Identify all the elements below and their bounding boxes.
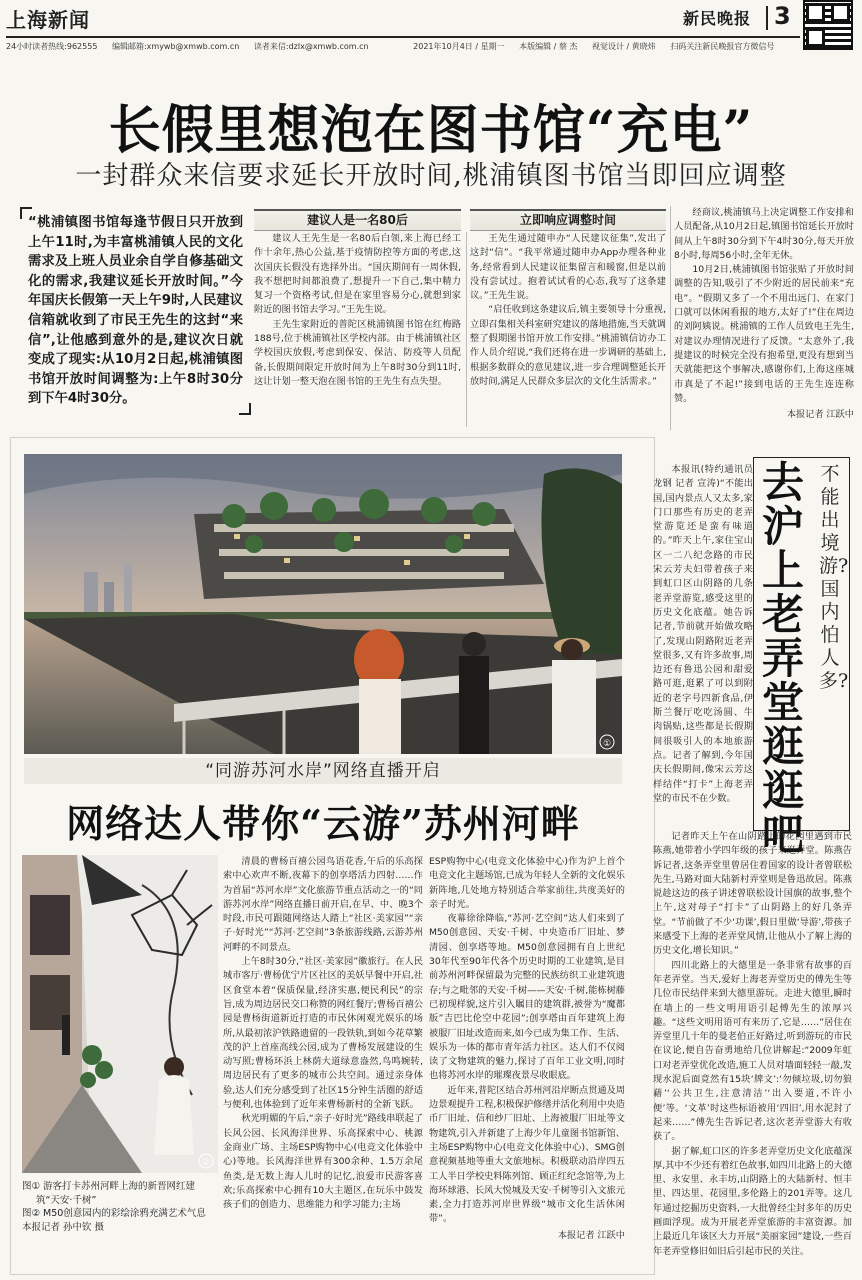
- hotline: 24小时读者热线:962555: [6, 42, 98, 51]
- column-divider: [670, 206, 671, 430]
- story1-column-a: [254, 232, 461, 389]
- page-editor: 本版编辑 / 蔡 杰: [519, 42, 578, 51]
- paragraph: 四川北路上的大德里是一条非常有故事的百年老弄堂。当天,爱好上海老弄堂历史的傅先生等几位市民结伴来到大德里游玩。走进大德里,瞬时在墙上的一些文明用语引起傅先生的浓厚兴趣。“这些文明用语可有来历了,它是……”居住在弄堂里几十年的曼老伯正好路过,听到游玩的市民在议论,便自告奋勇地给几位讲解起:“2009年虹口对老弄堂优化改造,施工人员对墙面轻轻一敲,发现水泥后面竟然有15块‘牌文’:‘勿倾垃圾,切勿狼藉’‘公共卫生,注意清洁’‘出入要道,不许小便’等。‘文革’时这些标语被用‘四旧’,用水泥封了起来……”傅先生告诉记者,这次老弄堂游大有收获了。: [653, 959, 852, 1143]
- main-photo-suzhou-creek: [24, 454, 622, 754]
- lead-corner-tl: [20, 207, 32, 219]
- story2-headline: 网络达人带你“云游”苏州河畔: [66, 801, 580, 846]
- issue-date: 2021年10月4日 / 星期一: [413, 42, 505, 51]
- paragraph: 王先生通过随申办“人民建议征集”,发出了这封“信”。“我平常通过随申办App办理各种业务,经常看到人民建议征集留言和暖窗,但是以前没有尝试过。抱着试试看的心态,我写了这条建议。”王先生说。: [470, 233, 666, 302]
- paragraph: 王先生家附近的普陀区桃浦镇图书馆在红梅路188号,位于桃浦镇社区学校内部。由于桃浦镇社区学校国庆放假,考虑到保安、保洁、防疫等人员配备,长假期间限定开放时间为上午8时30分到11时,这让计划一整天泡在图书馆的王先生有点失望。: [254, 318, 461, 387]
- story1-column-c: [674, 206, 854, 422]
- paragraph: ESP购物中心(电竞文化体验中心)作为沪上首个电竞文化主题场馆,已成为年轻人全新的文化娱乐新阵地,几处地方特别适合举家前往,共度美好的亲子时光。: [429, 856, 625, 910]
- wechat-note: 扫码关注新民晚报官方微信号: [670, 42, 775, 51]
- story1-lead-text: “桃浦镇图书馆每逢节假日只开放到上午11时,为丰富桃浦镇人民的文化需求及上班人员业余自学自修基础文化的需求,我建议延长开放时间。”今年国庆长假第一天上午9时,人民建议信箱就收到了市民王先生的这封“来信”,让他感到意外的是,建议次日就变成了现实:从10月2日起,桃浦镇图书馆开放时间调整为:上午8时30分到下午4时30分。: [28, 215, 243, 407]
- photo2-image: [22, 855, 218, 1173]
- main-photo-image: [24, 454, 622, 754]
- story1-headline: 长假里想泡在图书馆“充电”: [108, 100, 754, 161]
- photo-credit: 本报记者 孙中钦 摄: [22, 1221, 105, 1233]
- story3-subtitle: 不能出境游?国内怕人多?: [819, 463, 849, 692]
- reader-email: 读者来信:dzlx@xmwb.com.cn: [253, 42, 369, 51]
- story3-column-b: [653, 830, 852, 1259]
- photo-caption-1: 图① 游客打卡苏州河畔上海的新晋网红建筑“天安·千树”: [22, 1181, 196, 1206]
- paragraph: 上午8时30分,“社区·美家园”徽旅行。在人民城市客厅·曹杨优宁片区社区的美妖早餐中开启,社区食堂本着“保质保量,经济实惠,便民利民”的宗旨,成为周边居民交口称赞的网红餐厅;曹杨百禧公园是曹杨街道新近打造的市民休闲观光娱乐的场所,从最初浓沪铁路遗留的一段铁轨,到如今花草繁茂的沪上首座高线公园,成为了曹杨发展建设的生动写照;曹杨环浜上林荫大道绿意盎然,鸟鸣婉转,周边居民有了更多的城市公共空间。通过亲身体验,达人们充分感受到了社区15分钟生活圈的舒适与便利,也体验到了近年来曹杨新村的全新飞跃。: [223, 956, 423, 1111]
- paragraph: “启任收到这条建议后,镇主要领导十分重视,立即召集相关科室研究建议的落地措施,当天就调整了假期图书馆开放工作安排。”桃浦镇信访办工作人员介绍说,“我们还将在进一步调研的基础上,根据多数群众的意见建议,进一步合理调整延长开放时间,满足人民群众多层次的文化生活需求。”: [470, 304, 666, 387]
- paragraph: 秋光明媚的午后,“亲子·好时光”路线串联起了长风公园、长风海洋世界、乐高探索中心、桃源金商业广场、主场ESP购物中心(电竞文化体验中心)等地。长风海洋世界有300余种、1.5万余尾鱼类,是无数上海人儿时的记忆,浪爱市民游客喜欢;乐高探索中心拥有10大主题区,在玩乐中鼓发孩子们的创造力、思维能力和学习能力;主场: [223, 1113, 423, 1211]
- story2-byline: 本报记者 江跃中: [557, 1229, 625, 1241]
- story1-column-b: [470, 232, 666, 389]
- header-divider: [766, 6, 768, 30]
- story2-column-a: [223, 855, 423, 1212]
- main-photo-caption: “同游苏河水岸”网络直播开启: [24, 758, 622, 784]
- lead-corner-br: [239, 403, 251, 415]
- paragraph: 建议人王先生是一名80后白领,来上海已经工作十余年,热心公益,基于疫情防控等方面的考虑,这次国庆长假没有选择外出。“国庆期间有一周休假,我不想把时间都浪费了,想提升一下自己,集中精力复习一个资格考试,但是在家里容易分心,就想到家附近的图书馆去学习。”王先生说。: [254, 233, 461, 316]
- newspaper-name: 新民晚报: [683, 9, 752, 28]
- story1-subhead: 一封群众来信要求延长开放时间,桃浦镇图书馆当即回应调整: [75, 161, 787, 191]
- page-number: 3: [774, 2, 791, 30]
- photo-mark-1: ①: [602, 739, 612, 749]
- paragraph: 记者昨天上午在山阴路上的花园里遇到市民陈燕,她带着小学四年级的孩子来逛弄堂。陈燕告诉记者,这条弄堂里曾居住着国家的设计者曾联松先生,马路对面大陆新村弄堂则是鲁迅故居。陈燕说趁这边的孩子讲述曾联松设计国旗的故事,整个上午,这对母子“打卡”了山阴路上的好几条弄堂。“节前做了不少‘功课’,假日里做‘导游’,带孩子来感受下上海的老弄堂风情,让他从小了解上海的历史文化,增长知识。”: [653, 831, 852, 957]
- paragraph: 本报讯(特约通讯员龙钢 记者 宣涛)“不能出国,国内景点人又太多,家门口那些有历史的老弄堂游览还是蛮有味道的。”昨天上午,家住宝山区一二八纪念路的市民宋云芳夫妇带着孩子来到虹口区山阴路的几条老弄堂游览,感受这里的历史文化底蕴。她告诉记者,节前就开始做攻略了,发现山阴路附近老弄堂很多,又有许多故事,周边还有鲁迅公园和甜爱路可逛,逛累了可以到附近的老字号四新食品,伊斯兰餐厅吃吃汤圆、牛肉锅贴,这些都是长假期间很吸引人的本地旅游点。记者了解到,今年国庆长假期间,像宋云芳这样结伴“打卡”上海老弄堂的市民不在少数。: [653, 464, 753, 804]
- paragraph: 清晨的曹杨百禧公园鸟语花香,午后的乐高探索中心欢声不断,夜幕下的创享塔活力四射……作为首届“苏河水岸”文化旅游节重点活动之一的“同游苏河水岸”网络直播日前开启,在早、中、晚3个时段,市民可跟随网络达人踏上“社区·美家园”“亲子·好时光”“苏河·艺空间”3条旅游线路,云游苏州河畔的不同景点。: [223, 856, 423, 953]
- photo-mark-2: ②: [201, 1158, 211, 1168]
- photo-captions: [22, 1180, 218, 1234]
- story1-subtitle-a: 建议人是一名80后: [254, 209, 461, 231]
- paragraph: 经商议,桃浦镇马上决定调整工作安排和人员配备,从10月2日起,镇图书馆延长开放时间从上午8时30分到下午4时30分,每天开放8小时,每周56小时,全年无休。: [674, 207, 854, 261]
- story1-byline: 本报记者 江跃中: [786, 409, 854, 421]
- story3-title: 去沪上老弄堂逛逛吧: [761, 458, 804, 859]
- photo-m50-mural: [22, 855, 218, 1173]
- paragraph: 夜幕徐徐降临,“苏河·艺空间”达人们来到了M50创意园、天安·千树、中央造币厂旧址、梦清园、创享塔等地。M50创意园拥有自上世纪30年代至90年代各个历史时期的工业建筑,是目前苏州河畔保留最为完整的民族纺织工业建筑遗存;与之毗邻的天安·千树——天安·千树,能栋树藤已初现样貌,这片引入瞩目的建筑群,被誉为“魔都版”吉巴比伦空中花园”;创享塔由百年建筑上海被服厂旧址改造而来,如今已成为集工作、生活、娱乐为一体的都市青年活力社区。达人们不仅阅读了文物建筑的魅力,探讨了百年工业文明,同时也将苏河水岸的璀璨夜景尽收眼底。: [429, 913, 625, 1082]
- story3-column-a: [653, 463, 753, 806]
- story2-column-b: [429, 855, 625, 1243]
- paragraph: 据了解,虹口区的许多老弄堂历史文化底蕴深厚,其中不少还有着红色故事,如四川北路上的大德里、永安里、永丰坊,山阴路上的大陆新村、恒丰里、四达里、花园里,多伦路上的201弄等。这几年通过挖掘历史资料,一大批曾经尘封多年的历史画面浮现。成为开展老弄堂旅游的丰富资源。加上最近几年该区大力开展“美丽家园”建设,一些百年老弄堂修旧如旧后引起市民的关注。: [653, 1145, 852, 1257]
- qr-code-icon: [805, 2, 851, 48]
- paragraph: 10月2日,桃浦镇图书馆张贴了开放时间调整的告知,吸引了不少附近的居民前来“充电”。“假期又多了一个不用出远门、在家门口就可以休闲看报的地方,太好了!”住在周边的刘阿姨说。桃浦镇的工作人员致电王先生,对建议办理情况进行了反馈。“太意外了,我提建议的时候完全没有抱希望,更没有想到当天就能把这个事解决,感谢你们,上海这座城市真是了不起!”接到电话的王先生连连称赞。: [674, 264, 854, 404]
- photo-caption-2: 图② M50创意园内的彩绘涂鸦充满艺术气息: [22, 1208, 206, 1219]
- visual-designer: 视觉设计 / 黄晓炜: [592, 42, 656, 51]
- header-info-line: [6, 41, 800, 52]
- header-rule: [6, 36, 800, 38]
- paragraph: 近年来,普陀区结合苏州河沿岸断点贯通及周边景观提升工程,积极保护修缮并活化利用中央造币厂旧址、信和纱厂旧址、上海被服厂旧址等文物建筑,引入并新建了上海少年儿童图书馆新馆、主场ESP购物中心(电竞文化体验中心)、SMG创意视频基地等重大文旅地标。积极联动沿岸四五工人半日学校史料陈列馆、顾正红纪念馆等,为上海环球港、长风大悦城及天安·千树等引入文旅元素,全力打造苏河岸世界级“城市文化生活休闲带”。: [429, 1084, 625, 1225]
- story1-lead: [28, 213, 243, 409]
- section-name: 上海新闻: [6, 8, 90, 32]
- editor-email: 编辑邮箱:xmywb@xmwb.com.cn: [111, 42, 240, 51]
- column-divider: [466, 232, 467, 427]
- story1-subtitle-b: 立即响应调整时间: [470, 209, 666, 231]
